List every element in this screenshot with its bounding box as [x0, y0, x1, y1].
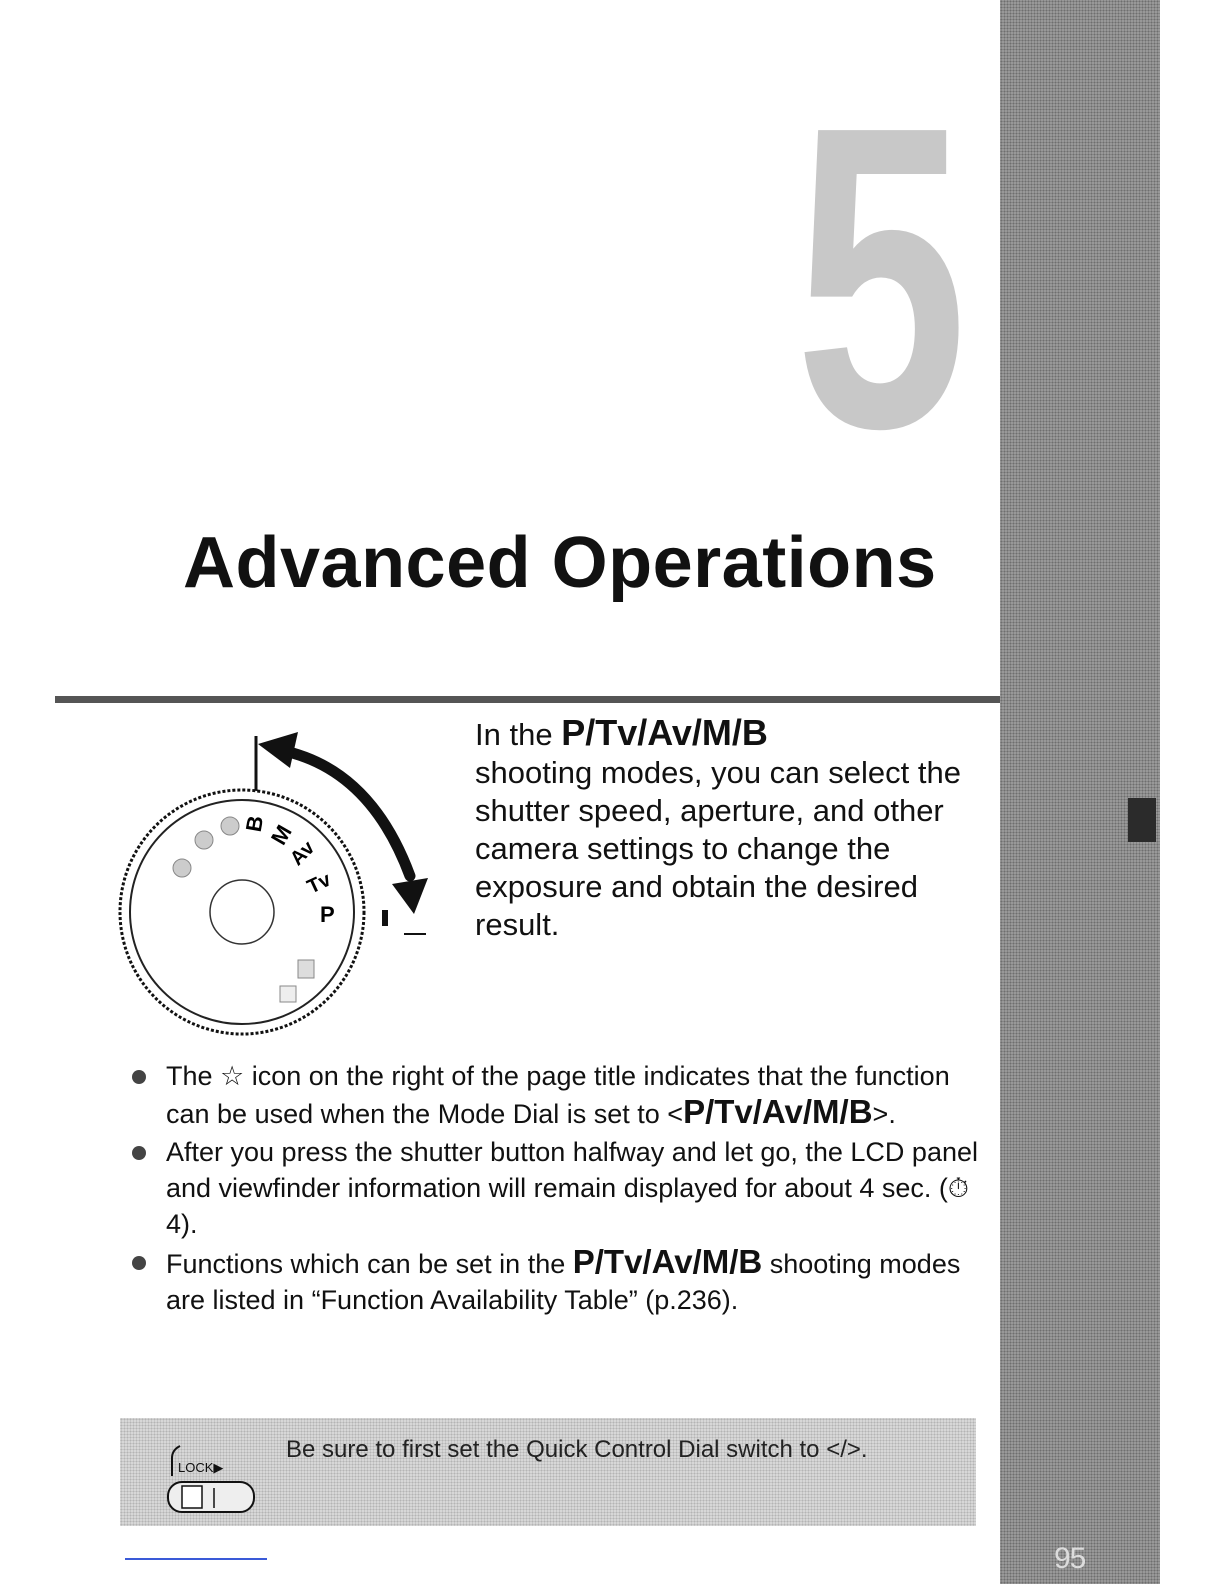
list-item: The ☆ icon on the right of the page title indicates that the function can be used when the Mode Dial is set to <P/Tv/Av/M/B>.	[126, 1058, 986, 1132]
dial-label-m: M	[265, 820, 297, 849]
dial-switch-symbol: /	[840, 1436, 847, 1463]
list-item: After you press the shutter button halfway and let go, the LCD panel and viewfinder information will remain displayed for about 4 sec. (⏱4).	[126, 1134, 986, 1242]
lock-label: LOCK▶	[178, 1460, 224, 1475]
dial-label-av: Av	[285, 836, 320, 871]
intro-paragraph	[475, 714, 985, 944]
dial-label-p: P	[320, 902, 335, 927]
mode-dial-illustration	[130, 728, 450, 1038]
bullet-icon	[132, 1146, 146, 1160]
bullet-icon	[132, 1256, 146, 1270]
chapter-number: 5	[795, 38, 968, 518]
lock-switch-icon	[162, 1436, 262, 1516]
list-item: Functions which can be set in the P/Tv/Av/M/B shooting modes are listed in “Function Availability Table” (p.236).	[126, 1244, 986, 1318]
note-text: Be sure to first set the Quick Control Dial switch to </>.	[286, 1436, 868, 1463]
intro-modes: P/Tv/Av/M/B	[561, 712, 768, 753]
side-strip	[1000, 0, 1160, 1584]
intro-text: shooting modes, you can select the shutter speed, aperture, and other camera settings to change the exposure and obtain the desired result.	[475, 755, 961, 942]
bullet-modes: P/Tv/Av/M/B	[683, 1093, 873, 1130]
chapter-title: Advanced Operations	[183, 523, 937, 603]
intro-prefix: In the	[475, 717, 562, 752]
page-number: 95	[1054, 1542, 1086, 1575]
chapter-tab-marker	[1128, 798, 1156, 842]
timer-icon: ⏱4	[166, 1173, 969, 1239]
bullet-icon	[132, 1070, 146, 1084]
dial-label-tv: Tv	[303, 868, 335, 899]
section-divider	[55, 696, 1000, 703]
star-icon: ☆	[220, 1061, 245, 1091]
note-box	[120, 1418, 976, 1526]
dial-label-b: B	[240, 813, 269, 834]
bullet-list	[126, 1058, 986, 1320]
bullet-modes: P/Tv/Av/M/B	[572, 1243, 763, 1280]
footer-link-line	[125, 1558, 267, 1560]
